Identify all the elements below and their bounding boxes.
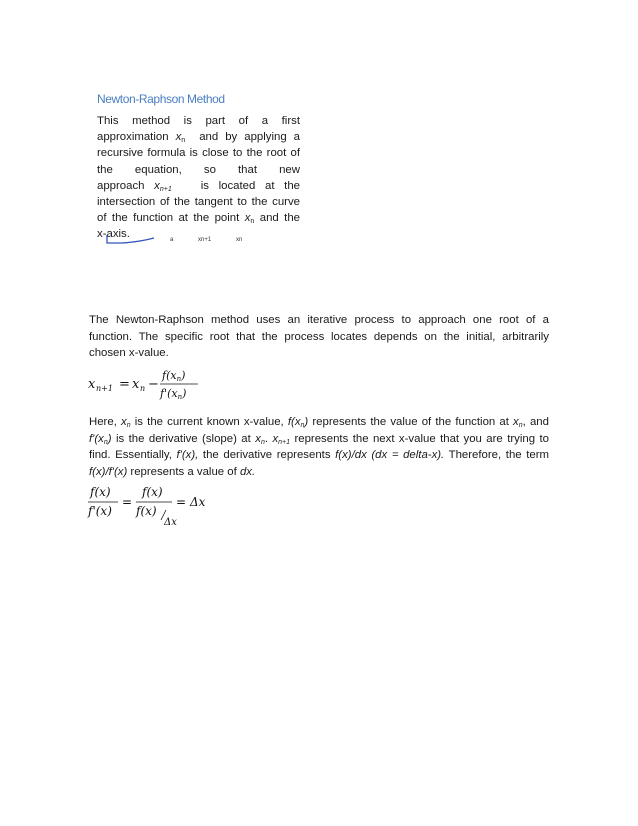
sub-n1: n+1 (278, 438, 291, 446)
sub-n1: n+1 (159, 185, 172, 193)
text-run: f(x)/f'(x) (89, 465, 128, 478)
sub-n: n (126, 422, 131, 429)
frac1-num: f(x) (90, 485, 111, 499)
para-line: $f'(x_n)$ is the derivative (slope) at $x_n$. $x_{n+1}$ represents the next x-value that you are trying to (89, 432, 549, 446)
text-run: find. Essentially, (89, 449, 177, 461)
intro-paragraph (97, 113, 300, 243)
text-run: , and (522, 416, 549, 428)
intro-line: intersection of the tangent to the curve (97, 195, 300, 208)
sub-n: n (300, 422, 305, 429)
lhs-x: x (88, 377, 96, 392)
sketch-curve (107, 235, 154, 243)
frac2-den: f(x) (136, 504, 157, 518)
text-run: approach (97, 179, 155, 192)
rhs-x: x (132, 377, 140, 392)
paragraph-1 (89, 312, 549, 362)
sub-n: n (518, 422, 523, 429)
delta-x: Δx (190, 495, 206, 509)
text-run: and the (259, 212, 300, 225)
para-line (89, 447, 549, 464)
var-x: x (255, 432, 261, 445)
text-run: approximation (97, 131, 176, 144)
minus-sign: − (148, 377, 159, 392)
text-run: and by applying a (199, 131, 300, 144)
para-line: chosen x-value. (89, 347, 169, 359)
newton-formula (86, 366, 216, 402)
sub-n: n (260, 438, 265, 446)
var-x: x (272, 432, 279, 445)
para-line (89, 464, 549, 481)
sub-n: n (181, 137, 186, 145)
intro-line (97, 178, 300, 194)
delta-formula (86, 480, 226, 528)
sketch-label-xn1: xn+1 (198, 237, 212, 243)
frac1-den: f'(x) (88, 504, 112, 518)
text-run: is the current known x-value, (130, 416, 288, 428)
paragraph-2 (89, 414, 549, 480)
delta-x-small: Δx (164, 517, 177, 528)
var-x: x (121, 416, 127, 428)
text-run: represents a value of (127, 465, 240, 478)
var-x: x (154, 179, 160, 192)
text-run: represents the next x-value that you are trying to (290, 432, 549, 445)
intro-line: x-axis. (97, 228, 130, 241)
intro-line (97, 129, 300, 145)
text-run: f(x)/dx (dx = delta-x). (335, 449, 445, 461)
sub-n: n (103, 438, 108, 446)
var-x: x (513, 416, 519, 428)
equals-sign: = (119, 377, 130, 392)
text-run: is the derivative (slope) at (111, 432, 256, 445)
intro-line: recursive formula is close to the root of (97, 147, 300, 160)
frac2-num: f(x) (142, 485, 163, 499)
intro-line: This method is part of a first (97, 115, 300, 127)
sub-n: n (250, 218, 255, 226)
para-line: function. The specific root that the process locates depends on the initial, arbitrarily (89, 330, 549, 343)
rhs-sub: n (140, 384, 146, 393)
text-run: is located at the (200, 179, 300, 192)
f-of-xn: $f(x_n)$ (287, 416, 309, 429)
fprime-of-xn: $f'(x_n)$ (89, 432, 112, 446)
equals-sign: = (176, 495, 187, 509)
text-run: represents the value of the function at (308, 416, 514, 428)
numerator: f(xn) (162, 369, 186, 383)
text-run: Here, (89, 416, 122, 428)
section-heading: Newton-Raphson Method (97, 92, 225, 106)
text-run: dx. (239, 465, 256, 478)
sketch-label-xn: xn (236, 237, 243, 243)
text-run: of the function at the point (97, 212, 245, 225)
para-line: The Newton-Raphson method uses an iterative process to approach one root of a (89, 314, 549, 326)
sketch-label-a: a (170, 237, 174, 243)
var-x: x (244, 212, 251, 225)
para-line (89, 414, 549, 431)
text-run: the derivative represents (198, 449, 336, 461)
intro-line (97, 210, 300, 226)
text-run: Therefore, the term (444, 449, 550, 461)
equals-sign: = (122, 495, 133, 509)
intro-line: the equation, so that new (97, 163, 300, 176)
text-run: f'(x), (176, 449, 199, 461)
lhs-sub: n+1 (96, 384, 113, 393)
denominator: f'(xn) (160, 387, 187, 401)
var-x: x (175, 131, 182, 144)
